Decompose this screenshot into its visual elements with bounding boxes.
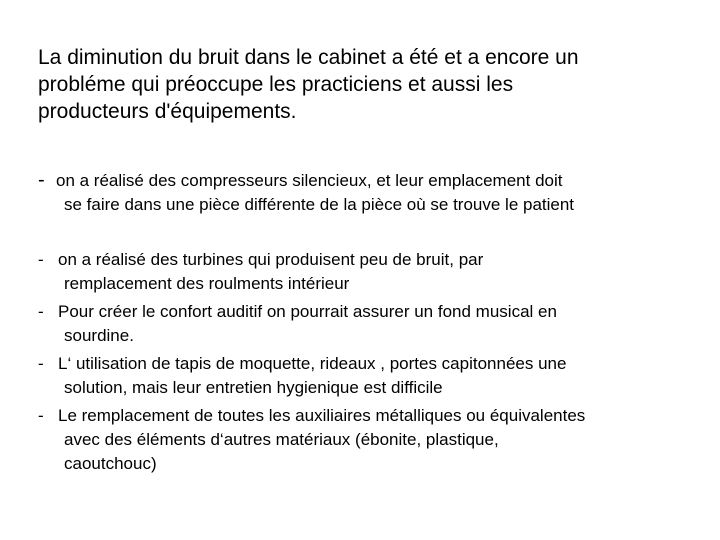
intro-line-1: La diminution du bruit dans le cabinet a été et a encore un xyxy=(38,46,579,69)
bullet-dash: - xyxy=(38,354,44,373)
bullet-line-continued: caoutchouc) xyxy=(64,454,157,473)
intro-paragraph xyxy=(38,44,698,125)
intro-line-2: probléme qui préoccupe les practiciens et aussi les xyxy=(38,73,514,96)
bullet-line-continued: sourdine. xyxy=(64,326,134,345)
bullet-dash: - xyxy=(38,250,44,269)
bullet-line: Le remplacement de toutes les auxiliaires métalliques ou équivalentes xyxy=(58,406,586,425)
bullet-line: on a réalisé des turbines qui produisent peu de bruit, par xyxy=(58,250,484,269)
bullet-carpets xyxy=(38,352,566,400)
bullet-music xyxy=(38,300,557,348)
bullet-dash: - xyxy=(38,302,44,321)
bullet-dash: - xyxy=(38,169,45,191)
bullet-compressors xyxy=(38,168,574,217)
bullet-turbines xyxy=(38,248,483,296)
bullet-line: on a réalisé des compresseurs silencieux, et leur emplacement doit xyxy=(56,171,563,190)
intro-line-3: producteurs d'équipements. xyxy=(38,100,297,123)
bullet-line: L‘ utilisation de tapis de moquette, rideaux , portes capitonnées une xyxy=(58,354,567,373)
bullet-line: Pour créer le confort auditif on pourrait assurer un fond musical en xyxy=(58,302,557,321)
bullet-line-continued: se faire dans une pièce différente de la pièce où se trouve le patient xyxy=(64,195,575,214)
bullet-line-continued: solution, mais leur entretien hygienique est difficile xyxy=(64,378,443,397)
bullet-line-continued: avec des éléments d‘autres matériaux (ébonite, plastique, xyxy=(64,430,499,449)
bullet-dash: - xyxy=(38,406,44,425)
bullet-line-continued: remplacement des roulments intérieur xyxy=(64,274,350,293)
bullet-materials xyxy=(38,404,585,476)
